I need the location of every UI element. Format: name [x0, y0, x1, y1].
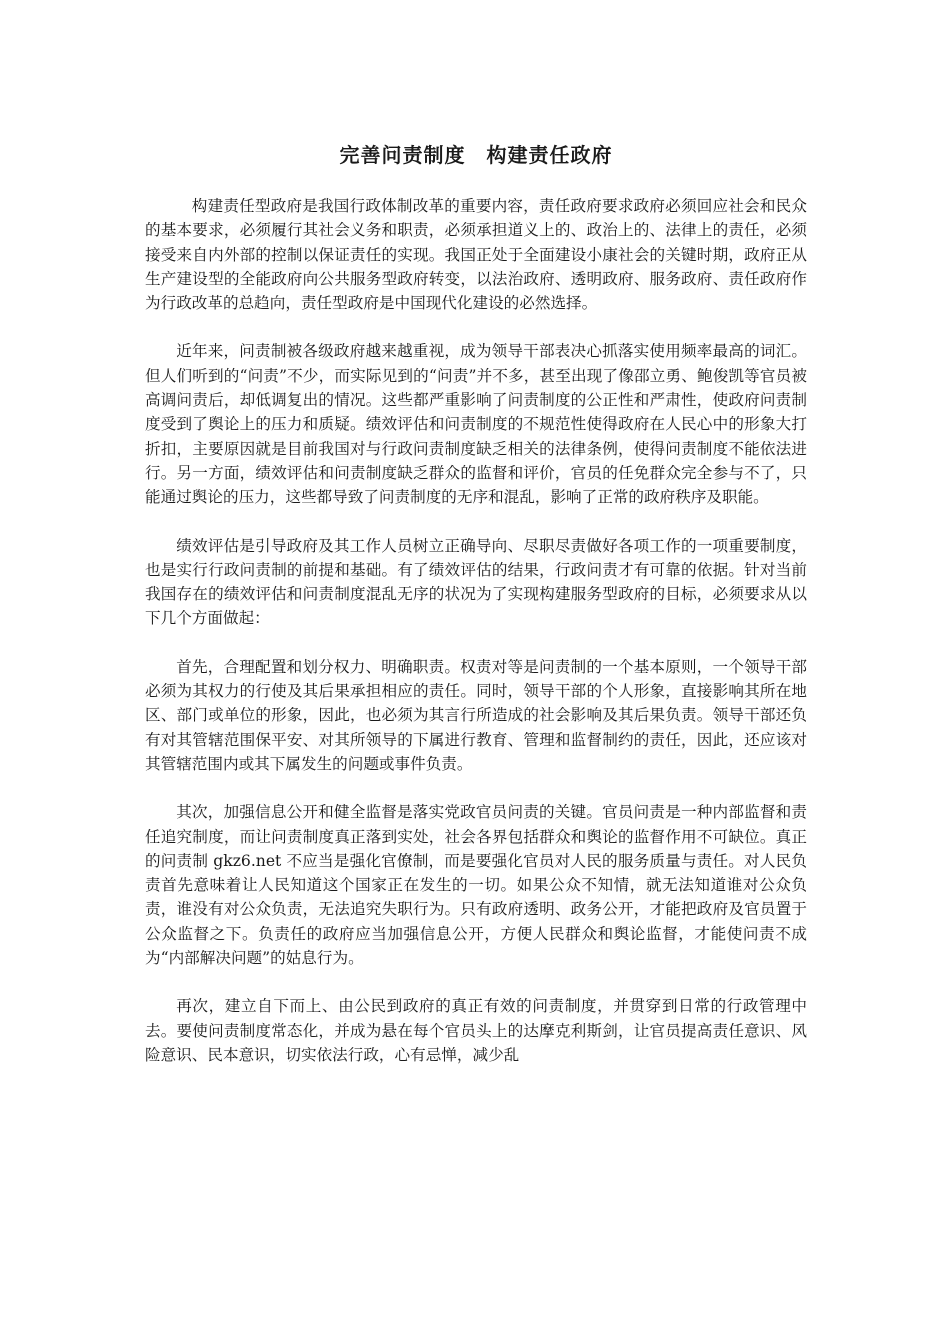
paragraph-intro: 构建责任型政府是我国行政体制改革的重要内容，责任政府要求政府必须回应社会和民众的基本要求，必须履行其社会义务和职责，必须承担道义上的、政治上的、法律上的责任，必须接受来自内外部的控制以保证责任的实现。我国正处于全面建设小康社会的关键时期，政府正从生产建设型的全能政府向公共服务型政府转变，以法治政府、透明政府、服务政府、责任政府作为行政改革的总趋向，责任型政府是中国现代化建设的必然选择。 [145, 197, 807, 313]
paragraph-background: 近年来，问责制被各级政府越来越重视，成为领导干部表决心抓落实使用频率最高的词汇。但人们听到的“问责”不少，而实际见到的“问责”并不多，甚至出现了像邵立勇、鲍俊凯等官员被高调问责后，却低调复出的情况。这些都严重影响了问责制度的公正性和严肃性，使政府问责制度受到了舆论上的压力和质疑。绩效评估和问责制度的不规范性使得政府在人民心中的形象大打折扣，主要原因就是目前我国对与行政问责制度缺乏相关的法律条例，使得问责制度不能依法进行。另一方面，绩效评估和问责制度缺乏群众的监督和评价，官员的任免群众完全参与不了，只能通过舆论的压力，这些都导致了问责制度的无序和混乱，影响了正常的政府秩序及职能。 [145, 342, 807, 507]
paragraph-first-measure: 首先，合理配置和划分权力、明确职责。权责对等是问责制的一个基本原则，一个领导干部必须为其权力的行使及其后果承担相应的责任。同时，领导干部的个人形象，直接影响其所在地区、部门或单位的形象，因此，也必须为其言行所造成的社会影响及其后果负责。领导干部还负有对其管辖范围保平安、对其所领导的下属进行教育、管理和监督制约的责任，因此，还应该对其管辖范围内或其下属发生的问题或事件负责。 [145, 657, 807, 773]
paragraph-performance-evaluation: 绩效评估是引导政府及其工作人员树立正确导向、尽职尽责做好各项工作的一项重要制度，也是实行行政问责制的前提和基础。有了绩效评估的结果，行政问责才有可靠的依据。针对当前我国存在的绩效评估和问责制度混乱无序的状况为了实现构建服务型政府的目标，必须要求从以下几个方面做起： [145, 536, 807, 628]
document-page [145, 140, 807, 1091]
paragraph-second-measure: 其次，加强信息公开和健全监督是落实党政官员问责的关键。官员问责是一种内部监督和责任追究制度，而让问责制度真正落到实处，社会各界包括群众和舆论的监督作用不可缺位。真正的问责制 gkz6.net 不应当是强化官僚制，而是要强化官员对人民的服务质量与责任。对人民负责首先意味着让人民知道这个国家正在发生的一切。如果公众不知情，就无法知道谁对公众负责，谁没有对公众负责，无法追究失职行为。只有政府透明、政务公开，才能把政府及官员置于公众监督之下。负责任的政府应当加强信息公开，方便人民群众和舆论监督，才能使问责不成为“内部解决问题”的姑息行为。 [145, 803, 807, 968]
paragraph-third-measure: 再次，建立自下而上、由公民到政府的真正有效的问责制度，并贯穿到日常的行政管理中去。要使问责制度常态化，并成为悬在每个官员头上的达摩克利斯剑，让官员提高责任意识、风险意识、民本意识，切实依法行政，心有忌惮，减少乱 [145, 997, 807, 1064]
document-title: 完善问责制度 构建责任政府 [339, 143, 613, 167]
